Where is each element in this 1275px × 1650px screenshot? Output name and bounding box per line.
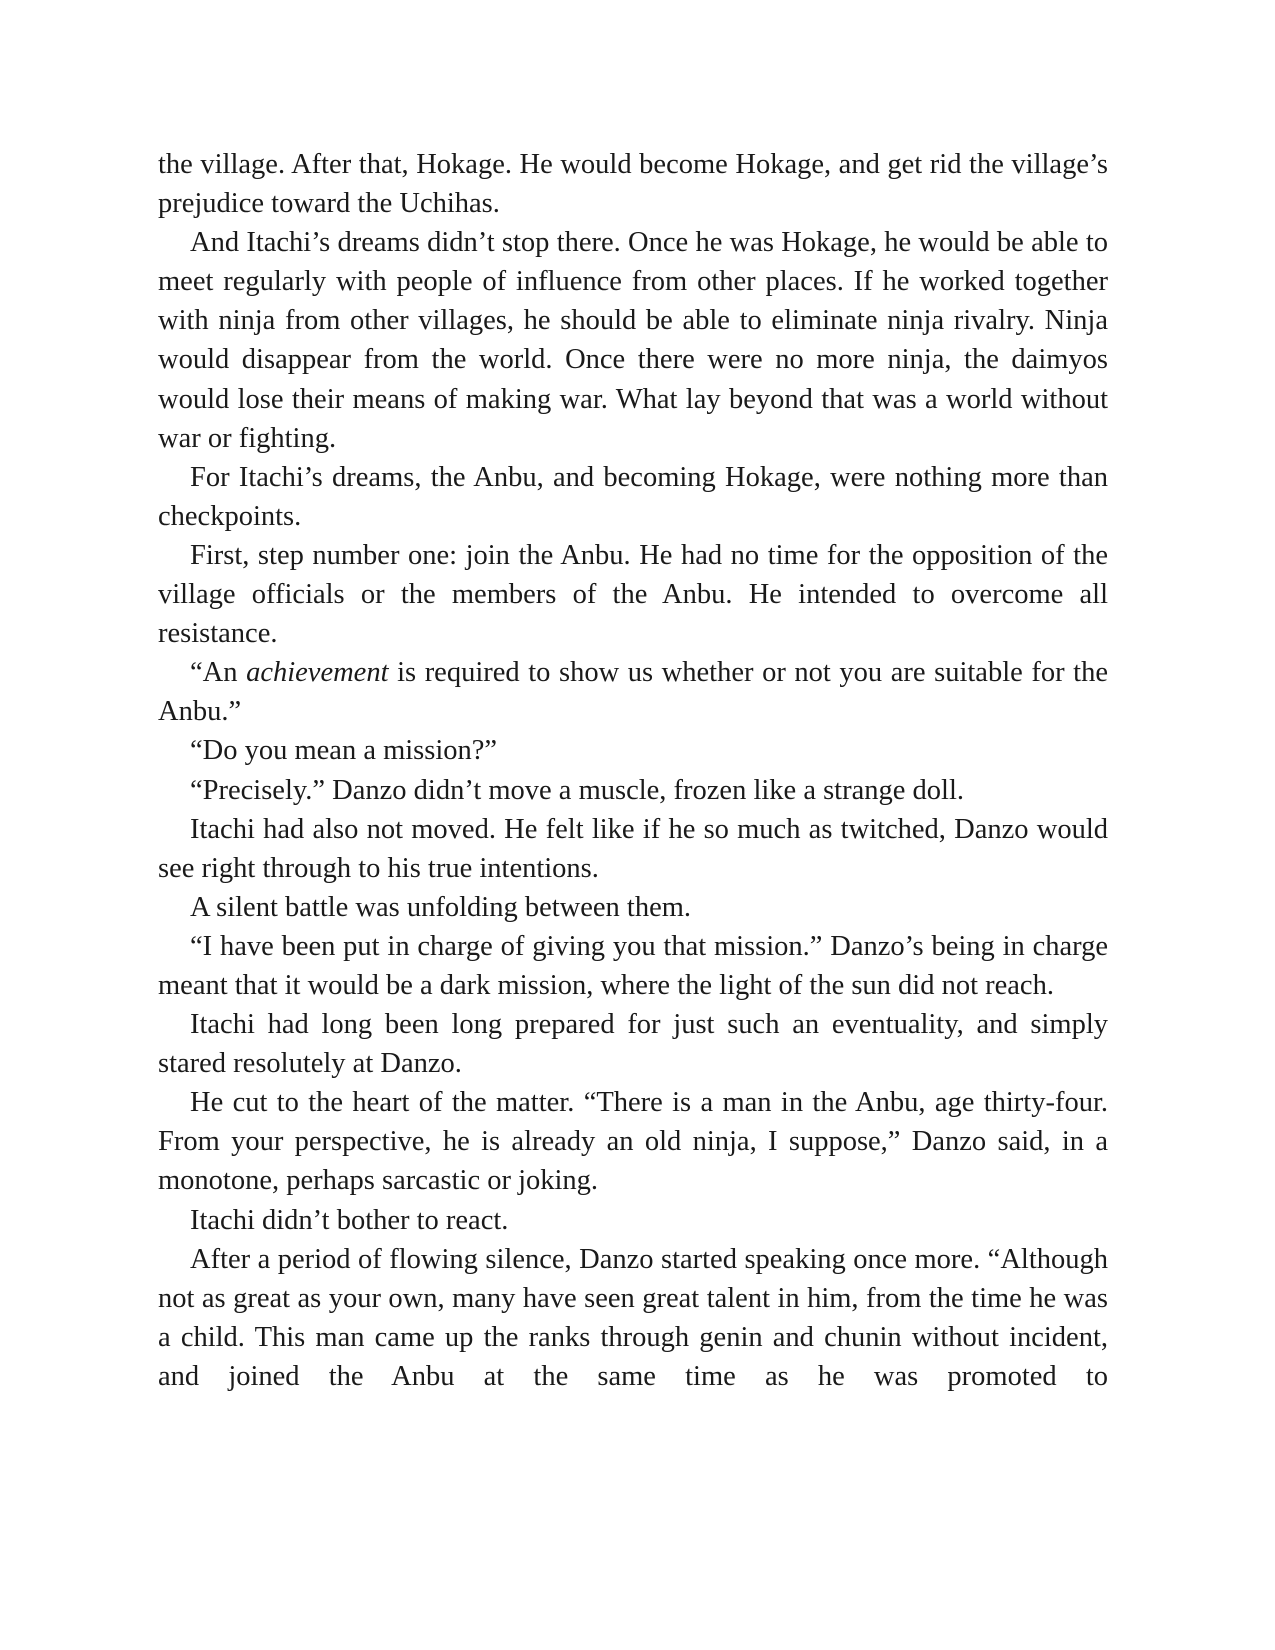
paragraph: First, step number one: join the Anbu. He had no time for the opposition of the village officials or the members of the Anbu. He intended to overcome all resistance. [158, 539, 1108, 650]
page-text-body [158, 145, 1108, 1396]
paragraph: Itachi had long been long prepared for just such an eventuality, and simply stared resolutely at Danzo. [158, 1009, 1108, 1080]
paragraph: A silent battle was unfolding between them. [190, 891, 692, 923]
paragraph: “Do you mean a mission?” [190, 735, 498, 767]
paragraph: For Itachi’s dreams, the Anbu, and becoming Hokage, were nothing more than checkpoints. [158, 461, 1108, 532]
paragraph: “I have been put in charge of giving you that mission.” Danzo’s being in charge meant that it would be a dark mission, where the light of the sun did not reach. [158, 930, 1108, 1001]
paragraph: And Itachi’s dreams didn’t stop there. Once he was Hokage, he would be able to meet regularly with people of influence from other places. If he worked together with ninja from other villages, he should be able to eliminate ninja rivalry. Ninja would disappear from the world. Once there were no more ninja, the daimyos would lose their means of making war. What lay beyond that was a world without war or fighting. [158, 227, 1108, 454]
paragraph-with-italic [158, 653, 1108, 731]
text-run: is required to show us whether or not you are suitable for the Anbu.” [158, 657, 1108, 728]
paragraph: the village. After that, Hokage. He would become Hokage, and get rid the village’s prejudice toward the Uchihas. [158, 149, 1108, 220]
paragraph: Itachi had also not moved. He felt like if he so much as twitched, Danzo would see right through to his true intentions. [158, 813, 1108, 884]
paragraph: “Precisely.” Danzo didn’t move a muscle, frozen like a strange doll. [190, 774, 964, 806]
text-run: “An [190, 657, 247, 689]
paragraph: Itachi didn’t bother to react. [190, 1204, 509, 1236]
paragraph: After a period of flowing silence, Danzo started speaking once more. “Although not as great as your own, many have seen great talent in him, from the time he was a child. This man came up the ranks through genin and chunin without incident, and joined the Anbu at the same time as he was promoted to [158, 1243, 1108, 1392]
paragraph: He cut to the heart of the matter. “There is a man in the Anbu, age thirty-four. From your perspective, he is already an old ninja, I suppose,” Danzo said, in a monotone, perhaps sarcastic or joking. [158, 1087, 1108, 1197]
italic-word: achievement [246, 657, 389, 689]
